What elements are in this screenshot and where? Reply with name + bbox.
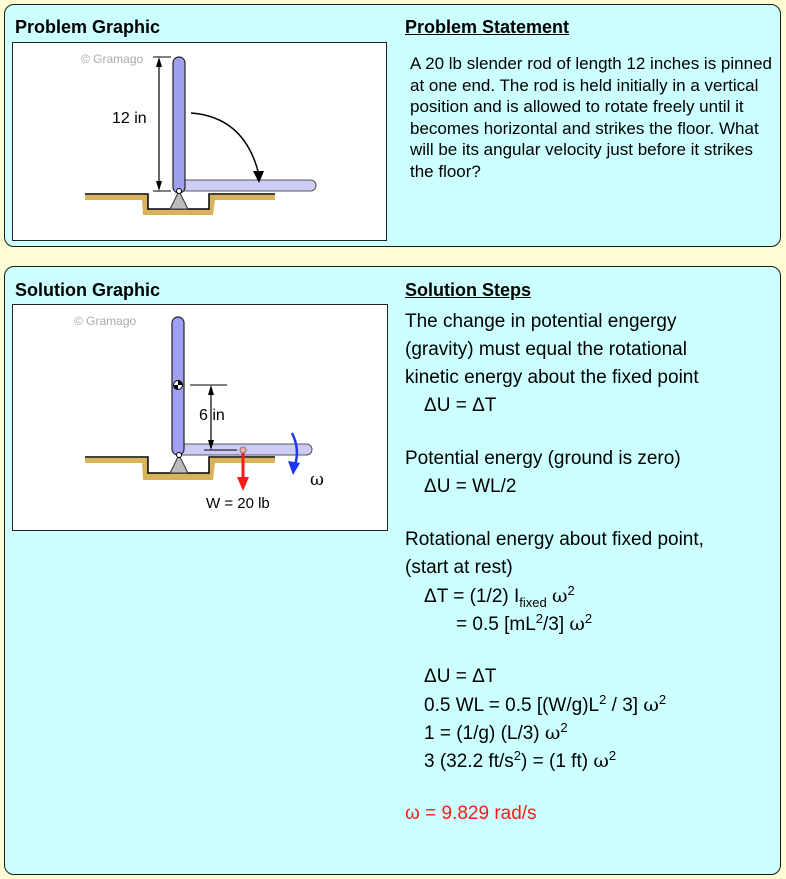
length-label: 12 in: [112, 110, 147, 127]
solution-figure-svg: [13, 305, 389, 532]
rotation-arc: [191, 113, 259, 175]
rotational-heading: Rotational energy about fixed point,: [405, 529, 704, 550]
pin: [177, 453, 182, 458]
problem-figure-svg: [13, 43, 388, 242]
problem-graphic-heading: Problem Graphic: [15, 17, 161, 37]
solution-steps-heading: Solution Steps: [405, 280, 531, 300]
problem-figure: [12, 42, 387, 241]
balance-equation-4: 3 (32.2 $ft/s^2) = (1$ ft) $\omega^2$: [424, 748, 617, 772]
kinetic-equation-1: ΔT = (1/2) $I_{fixed}$ $\omega^2$: [424, 583, 575, 610]
rotational-sub: (start at rest): [405, 557, 513, 578]
final-answer: ω = 9.829 rad/s: [405, 803, 537, 824]
balance-equation-2: 0.5 WL = 0.5 $[(W/g)L^2 / 3]$ $\omega^2$: [424, 692, 667, 716]
solution-figure: [12, 304, 388, 531]
intro-line-1: The change in potential engergy: [405, 311, 677, 332]
omega-arrowhead-icon: [288, 461, 300, 475]
distance-label: 6 in: [199, 407, 225, 424]
balance-equation-3: 1 = (1/g) (L/3) $\omega^2$: [424, 720, 568, 744]
solution-graphic-heading: Solution Graphic: [15, 280, 161, 300]
problem-statement: A 20 lb slender rod of length 12 inches is pinned at one end. The rod is held initially in a vertical position and is allowed to rotate freely until it becomes horizontal and strikes the floor. What will be its angular velocity just before it strikes the floor?: [410, 54, 772, 181]
watermark: © Gramago: [81, 52, 144, 66]
potential-heading: Potential energy (ground is zero): [405, 448, 681, 469]
pin: [177, 189, 182, 194]
balance-equation: ΔU = ΔT: [424, 666, 497, 687]
intro-line-2: (gravity) must equal the rotational: [405, 339, 687, 360]
solution-steps: [405, 308, 775, 828]
potential-equation: ΔU = WL/2: [424, 476, 517, 497]
energy-equation: ΔU = ΔT: [424, 395, 497, 416]
kinetic-equation-2: = 0.5 $[mL^2/3]$ $\omega^2$: [456, 611, 593, 635]
watermark: © Gramago: [74, 314, 137, 328]
intro-line-3: kinetic energy about the fixed point: [405, 367, 699, 388]
horizontal-rod: [178, 180, 316, 191]
weight-arrowhead-icon: [237, 477, 249, 491]
rod-center: [240, 447, 246, 453]
problem-panel: [4, 4, 781, 247]
omega-label: ω: [310, 470, 324, 490]
weight-label: W = 20 lb: [206, 495, 270, 512]
vertical-rod: [173, 57, 185, 193]
problem-statement-heading: Problem Statement: [405, 17, 570, 37]
